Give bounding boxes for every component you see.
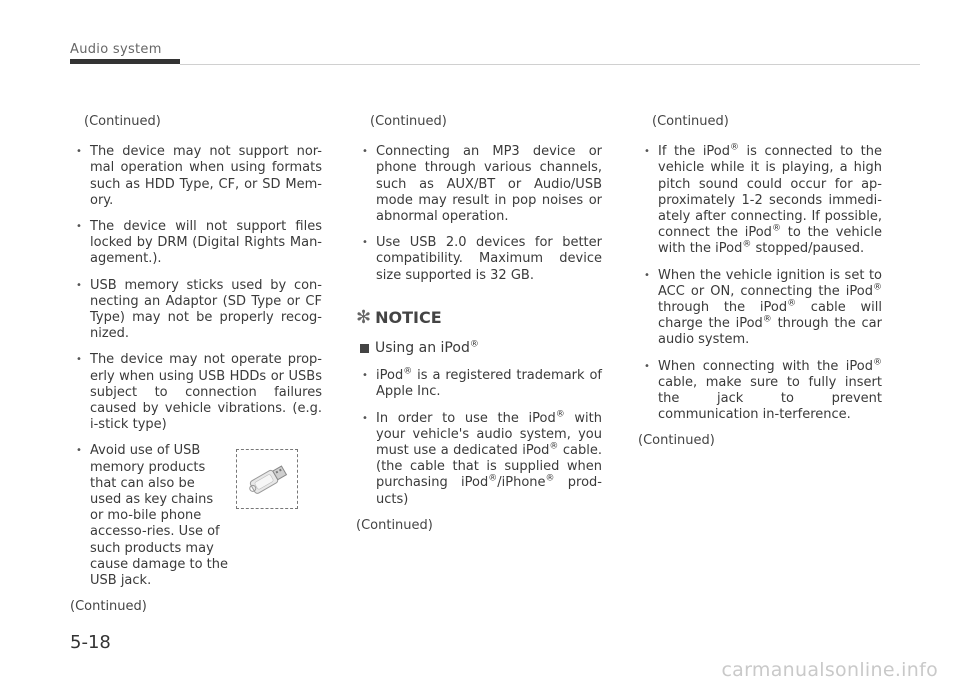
list-item: • Connecting an MP3 device or phone through various channels, such as AUX/BT or Audio/USB mode may result in pop noises or abnormal operation. [356, 144, 602, 225]
figure-caption: • Avoid use of USB memory products that can also be used as key chains or mo-bile phone accesso-ries. Use of such products may cause damage to the USB jack. [90, 443, 229, 589]
list-item: • The device may not support nor-mal operation when using formats such as HDD Type, CF, or SD Mem-ory. [70, 144, 322, 209]
continued-label: (Continued) [84, 114, 161, 129]
bullet-list [638, 144, 882, 423]
notice-label: NOTICE [375, 307, 442, 327]
continued-label: (Continued) [356, 517, 433, 533]
column-2 [356, 108, 602, 548]
list-item: • iPod® is a registered trademark of Apple Inc. [356, 368, 602, 400]
header-divider [180, 64, 920, 65]
continued-label: (Continued) [652, 114, 729, 129]
section-title: Audio system [70, 42, 162, 57]
continued-label: (Continued) [638, 433, 715, 449]
list-item: • The device may not operate prop-erly when using USB HDDs or USBs subject to connection failures caused by vehicle vibrations. (e.g. i-stick type) [70, 352, 322, 433]
list-item: • Use USB 2.0 devices for better compatibility. Maximum device size supported is 32 GB. [356, 235, 602, 284]
subheading [360, 340, 602, 356]
watermark: carmanualsonline.info [721, 659, 938, 681]
continued-label: (Continued) [370, 114, 447, 129]
column-1 [70, 108, 322, 629]
continued-label: (Continued) [70, 599, 147, 615]
list-item: • When the vehicle ignition is set to ACC or ON, connecting the iPod® through the iPod® cable will charge the iPod® through the car audio system. [638, 268, 882, 349]
list-item: • If the iPod® is connected to the vehicle while it is playing, a high pitch sound could occur for ap-proximately 1-2 seconds immedi-ately after connecting. If possible, connect the iPod® to the vehicle with the iPod® stopped/paused. [638, 144, 882, 257]
ipod-bullet-list [356, 368, 602, 508]
bullet-list [70, 144, 322, 433]
header-accent-bar [70, 59, 180, 64]
usb-keychain-figure [236, 449, 298, 509]
list-item: • When connecting with the iPod® cable, make sure to fully insert the jack to prevent communication in-terference. [638, 359, 882, 424]
square-bullet-icon [360, 344, 369, 353]
notice-heading [356, 306, 602, 328]
page-number: 5-18 [70, 632, 111, 653]
column-3 [638, 108, 882, 464]
list-item: • In order to use the iPod® with your vehicle's audio system, you must use a dedicated iPod® cable. (the cable that is supplied when purchasing iPod®/iPhone® prod-ucts) [356, 411, 602, 508]
figure-item [70, 443, 322, 589]
bullet-list [356, 144, 602, 284]
usb-stick-icon [242, 457, 292, 501]
list-item: • USB memory sticks used by con-necting an Adaptor (SD Type or CF Type) may not be properly recog-nized. [70, 278, 322, 343]
list-item: • The device will not support files locked by DRM (Digital Rights Man-agement.). [70, 219, 322, 268]
asterisk-icon: ✻ [356, 306, 372, 328]
subheading-text: Using an iPod® [375, 339, 479, 357]
